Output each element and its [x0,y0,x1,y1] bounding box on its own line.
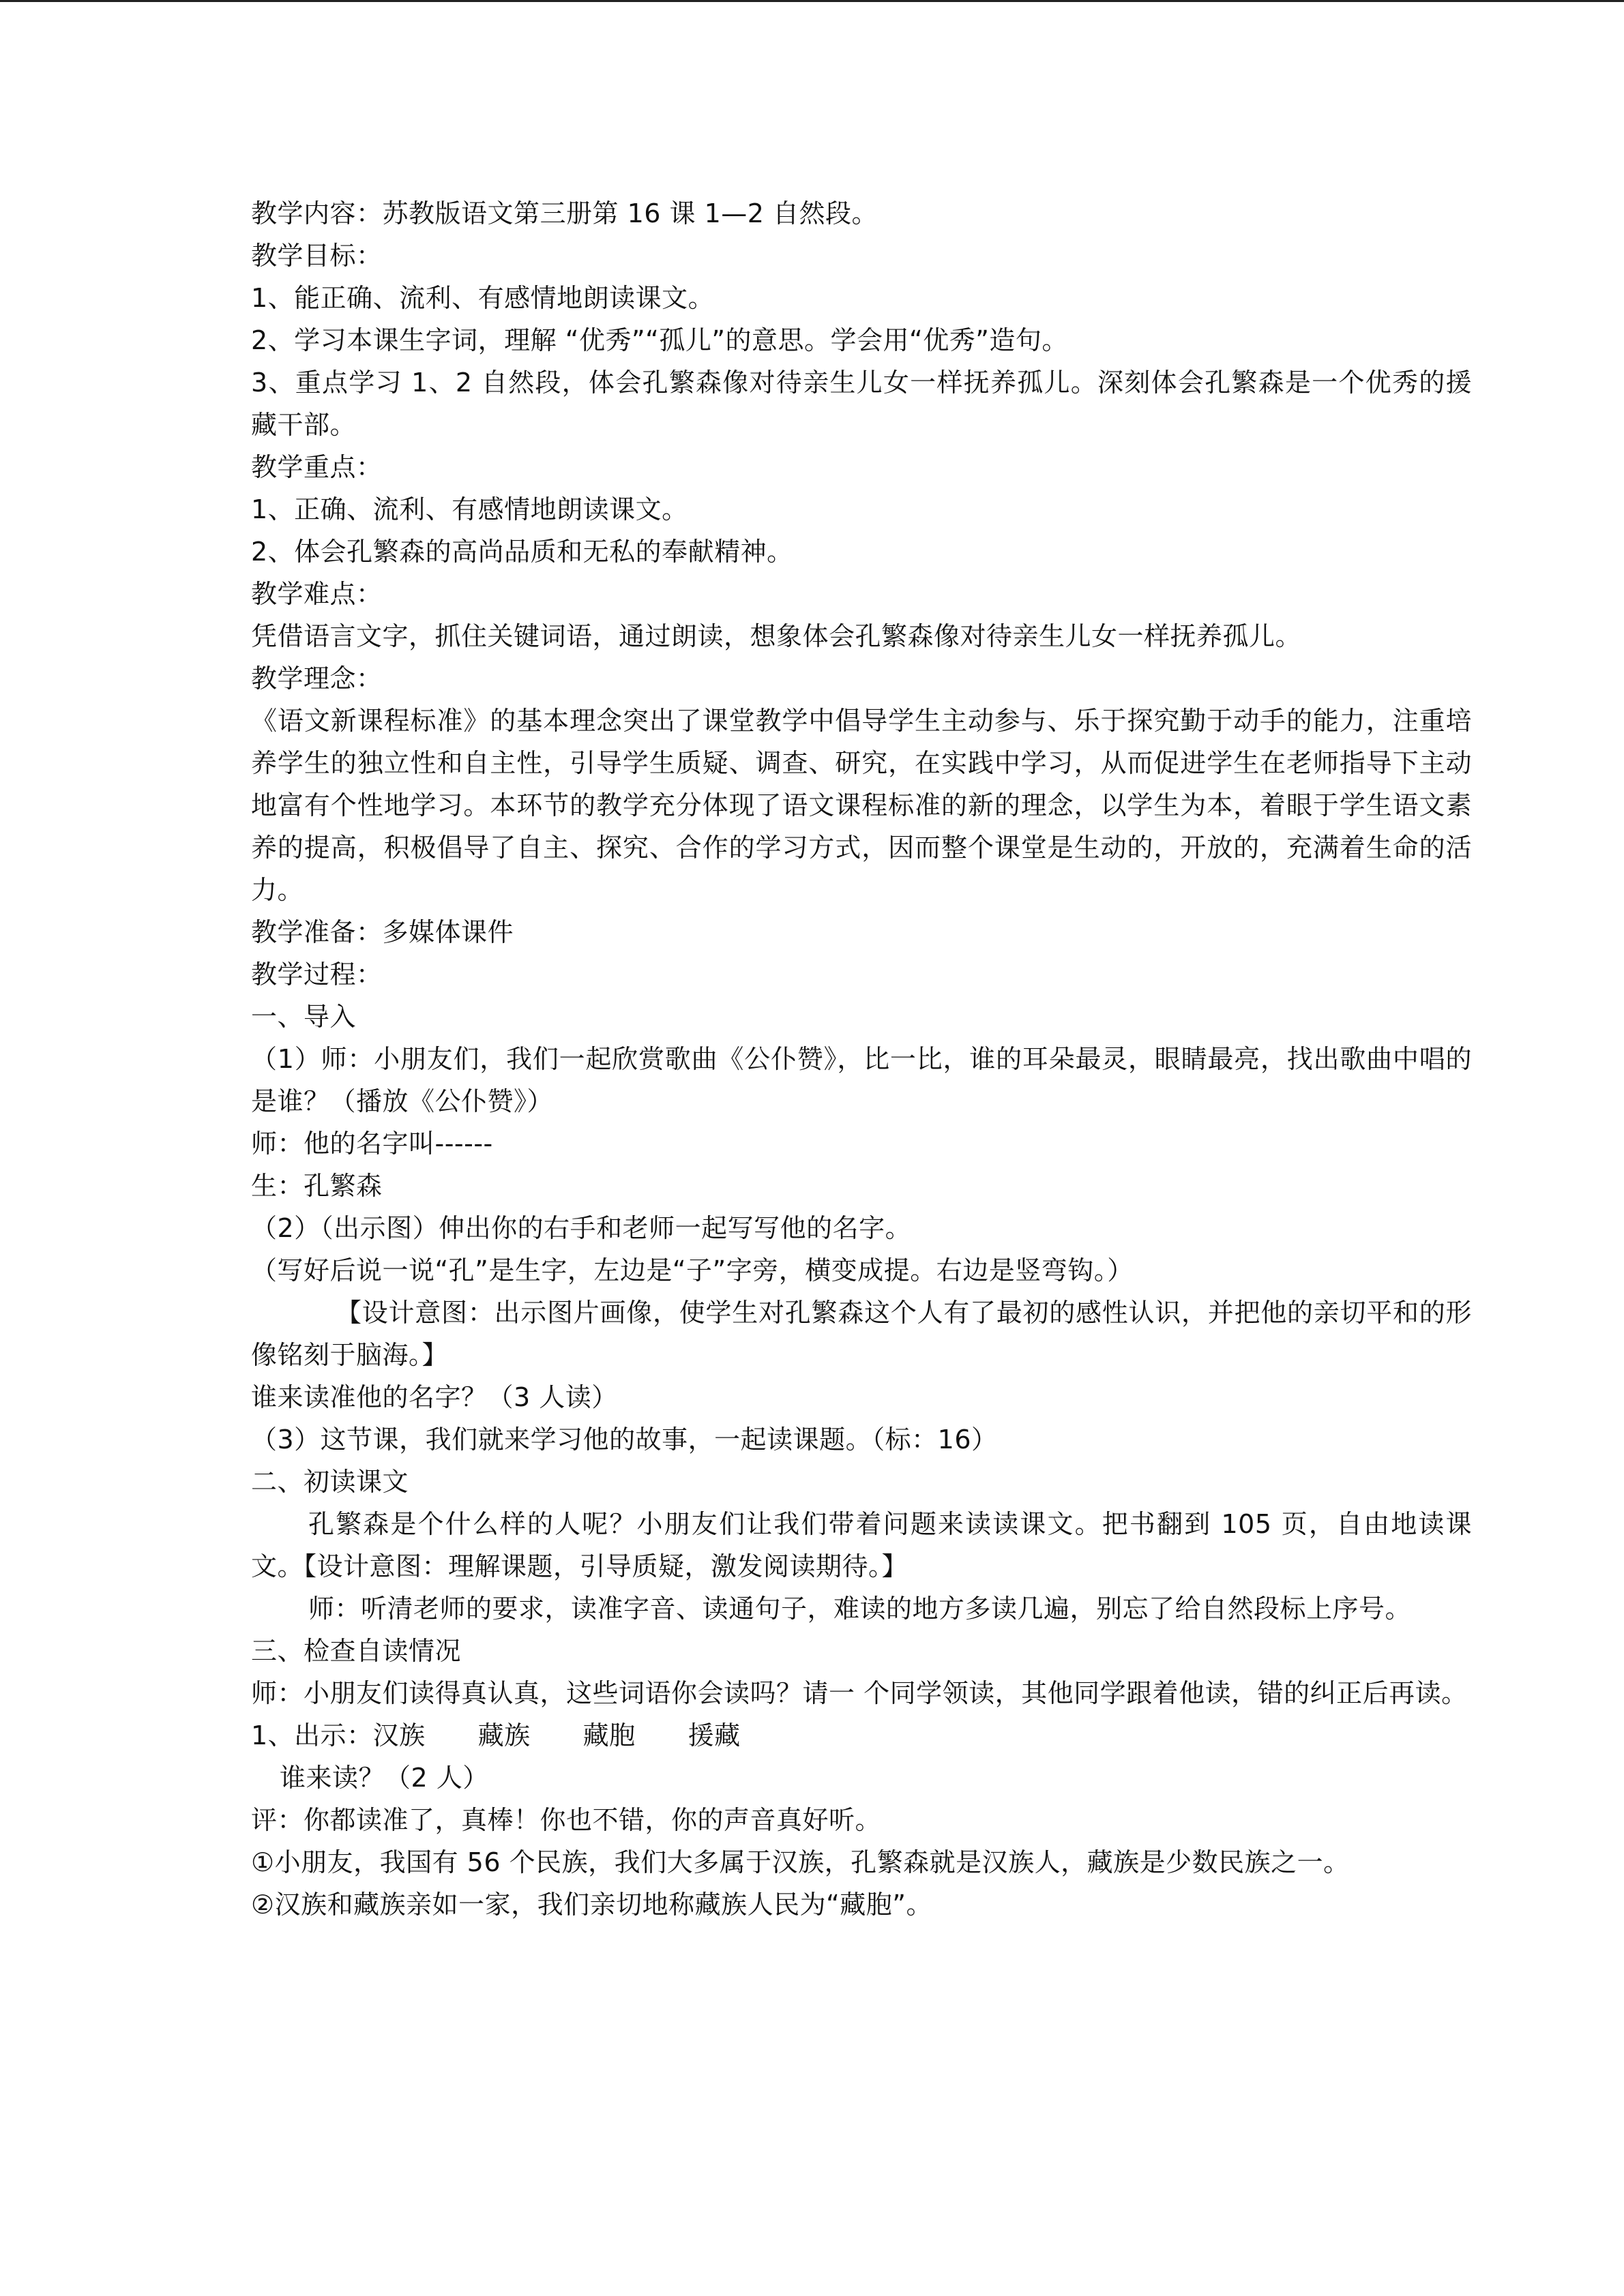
who-reads-vocab: 谁来读？（2 人） [280,1763,489,1793]
design-intent-1: 【设计意图：出示图片画像，使学生对孔繁森这个人有了最初的感性认识，并把他的亲切平和的形像铭刻于脑海。】 [251,1298,1472,1370]
difficulties-heading: 教学难点： [251,579,383,609]
section-3-heading: 三、检查自读情况 [251,1636,462,1666]
evaluation-line: 评：你都读准了，真棒！你也不错，你的声音真好听。 [251,1805,882,1835]
philosophy-heading: 教学理念： [251,664,383,694]
who-reads-name: 谁来读准他的名字？（3 人读） [251,1382,618,1412]
step-2-text: （2）（出示图）伸出你的右手和老师一起写写他的名字。 [251,1213,912,1243]
goal-item-2: 2、学习本课生字词，理解 “优秀”“孤儿”的意思。学会用“优秀”造句。 [251,325,1068,355]
student-line: 生：孔繁森 [251,1171,383,1201]
first-reading-paragraph: 孔繁森是个什么样的人呢？小朋友们让我们带着问题来读读课文。把书翻到 105 页，自由地读课文。【设计意图：理解课题，引导质疑，激发阅读期待。】 [251,1509,1472,1581]
key-point-item-1: 1、正确、流利、有感情地朗读课文。 [251,494,688,524]
key-point-item-2: 2、体会孔繁森的高尚品质和无私的奉献精神。 [251,537,793,567]
step-1-text: （1）师：小朋友们，我们一起欣赏歌曲《公仆赞》，比一比，谁的耳朵最灵，眼睛最亮，找出歌曲中唱的是谁？（播放《公仆赞》） [251,1044,1472,1116]
lesson-plan-body [251,192,1472,1926]
teacher-requirements: 师：听清老师的要求，读准字音、读通句子，难读的地方多读几遍，别忘了给自然段标上序号。 [308,1594,1412,1624]
teaching-goals-heading: 教学目标： [251,241,383,271]
writing-note: （写好后说一说“孔”是生字，左边是“子”字旁，横变成提。右边是竖弯钩。） [251,1255,1134,1285]
goal-item-1: 1、能正确、流利、有感情地朗读课文。 [251,283,715,313]
philosophy-paragraph: 《语文新课程标准》的基本理念突出了课堂教学中倡导学生主动参与、乐于探究勤于动手的能力，注重培养学生的独立性和自主性，引导学生质疑、调查、研究，在实践中学习，从而促进学生在老师指导下主动地富有个性地学习。本环节的教学充分体现了语文课程标准的新的理念，以学生为本，着眼于学生语文素养的提高，积极倡导了自主、探究、合作的学习方式，因而整个课堂是生动的，开放的，充满着生命的活力。 [251,706,1472,905]
teaching-content-line: 教学内容：苏教版语文第三册第 16 课 1—2 自然段。 [251,198,879,228]
note-1: ①小朋友，我国有 56 个民族，我们大多属于汉族，孔繁森就是汉族人，藏族是少数民族之一。 [251,1847,1350,1877]
process-heading: 教学过程： [251,959,383,989]
top-border-line [0,0,1624,2]
difficulties-text: 凭借语言文字，抓住关键词语，通过朗读，想象体会孔繁森像对待亲生儿女一样抚养孤儿。 [251,621,1302,651]
goal-item-3: 3、重点学习 1、2 自然段，体会孔繁森像对待亲生儿女一样抚养孤儿。深刻体会孔繁森是一个优秀的援藏干部。 [251,368,1472,440]
vocab-intro: 师：小朋友们读得真认真，这些词语你会读吗？请一 个同学领读，其他同学跟着他读，错的纠正后再读。 [251,1678,1468,1708]
section-2-heading: 二、初读课文 [251,1467,409,1497]
section-1-heading: 一、导入 [251,1002,357,1032]
step-3-text: （3）这节课，我们就来学习他的故事，一起读课题。（标：16） [251,1425,998,1455]
vocab-list: 1、出示：汉族 藏族 藏胞 援藏 [251,1720,741,1750]
preparation-line: 教学准备：多媒体课件 [251,917,514,947]
teacher-line: 师：他的名字叫------ [251,1129,493,1159]
note-2: ②汉族和藏族亲如一家，我们亲切地称藏族人民为“藏胞”。 [251,1890,932,1920]
key-points-heading: 教学重点： [251,452,383,482]
